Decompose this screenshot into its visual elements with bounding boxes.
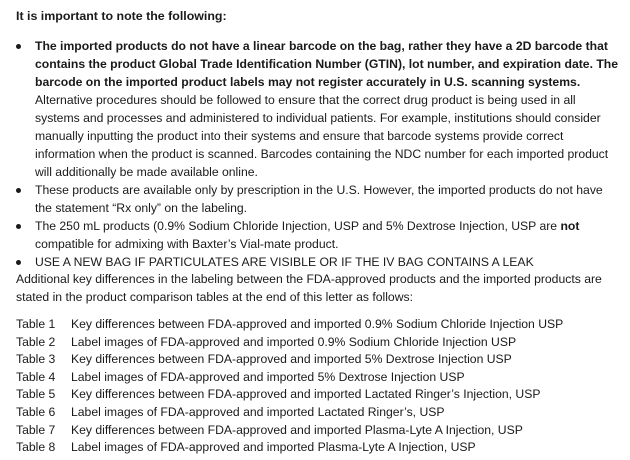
table-list-row xyxy=(16,334,620,352)
bullet-text: These products are available only by prescription in the U.S. However, the imported products do not have the statement “Rx only” on the labeling. xyxy=(35,183,603,215)
table-description: Label images of FDA-approved and imported 0.9% Sodium Chloride Injection USP xyxy=(71,334,517,349)
bullet-normal-text: Alternative procedures should be followed to ensure that the correct drug product is being used in all systems and processes and administered to individual patients. For example, institutions should consider manually inputting the product into their systems and ensure that barcode systems provide correct information when the product is scanned. Barcodes containing the NDC number for each imported product will additionally be made available online. xyxy=(35,93,609,179)
bullet-dot-icon xyxy=(16,260,21,265)
table-list-row xyxy=(16,422,620,440)
bullet-bold-text: The imported products do not have a linear barcode on the bag, rather they have a 2D barcode that contains the product Global Trade Identification Number (GTIN), lot number, and expiration date. The barcode on the imported product labels may not register accurately in U.S. scanning systems. xyxy=(35,39,619,89)
bullet-text: USE A NEW BAG IF PARTICULATES ARE VISIBLE OR IF THE IV BAG CONTAINS A LEAK xyxy=(35,255,534,269)
table-list-row xyxy=(16,351,620,369)
table-label: Table 6 xyxy=(16,404,56,419)
table-description: Key differences between FDA-approved and imported Plasma-Lyte A Injection, USP xyxy=(71,422,523,437)
table-label: Table 7 xyxy=(16,422,56,437)
bullet-item-barcode xyxy=(14,37,620,181)
section-heading: It is important to note the following: xyxy=(16,9,227,23)
bullet-item-admixing xyxy=(14,217,620,253)
table-list-row xyxy=(16,439,620,457)
table-list xyxy=(16,316,620,457)
bullet-text-after: compatible for admixing with Baxter’s Vial-mate product. xyxy=(35,237,339,251)
table-description: Label images of FDA-approved and imported Lactated Ringer’s, USP xyxy=(71,404,445,419)
table-description: Key differences between FDA-approved and imported Lactated Ringer’s Injection, USP xyxy=(71,387,541,402)
labeling-differences-paragraph: Additional key differences in the labeling between the FDA-approved products and the imported products are stated in the product comparison tables at the end of this letter as follows: xyxy=(16,272,602,304)
bullet-item-new-bag xyxy=(14,253,620,271)
table-description: Label images of FDA-approved and imported Plasma-Lyte A Injection, USP xyxy=(71,440,476,455)
bullet-bold-text: not xyxy=(560,219,580,233)
table-list-row xyxy=(16,386,620,404)
table-list-row xyxy=(16,369,620,387)
table-label: Table 5 xyxy=(16,387,56,402)
table-description: Key differences between FDA-approved and imported 5% Dextrose Injection USP xyxy=(71,352,512,367)
bullet-text-before: The 250 mL products (0.9% Sodium Chloride Injection, USP and 5% Dextrose Injection, USP are xyxy=(35,219,561,233)
bullet-text xyxy=(35,37,620,181)
table-list-row xyxy=(16,316,620,334)
bullet-dot-icon xyxy=(16,224,21,229)
bullet-item-prescription xyxy=(14,181,620,217)
table-label: Table 1 xyxy=(16,317,56,331)
bullet-dot-icon xyxy=(16,188,21,193)
table-description: Label images of FDA-approved and imported 5% Dextrose Injection USP xyxy=(71,369,465,384)
bullet-text xyxy=(35,217,620,253)
table-label: Table 3 xyxy=(16,352,56,367)
table-list-row xyxy=(16,404,620,422)
bullet-list xyxy=(14,37,620,271)
table-label: Table 2 xyxy=(16,334,56,349)
table-label: Table 8 xyxy=(16,440,56,455)
table-label: Table 4 xyxy=(16,369,56,384)
bullet-dot-icon xyxy=(16,44,21,49)
table-description: Key differences between FDA-approved and imported 0.9% Sodium Chloride Injection USP xyxy=(71,317,564,331)
